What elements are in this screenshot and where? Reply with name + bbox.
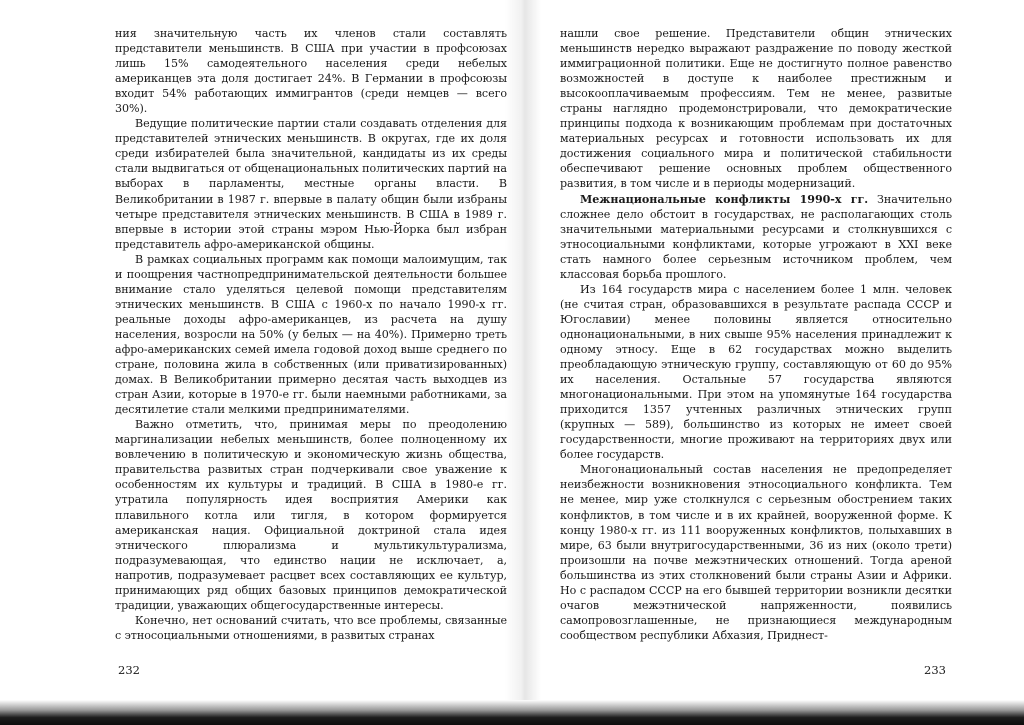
paragraph: Многонациональный состав населения не предопределяет неизбежности возникновения этносоциального конфликта. Тем не менее, мир уже столкнулся с серьезным обострением таких конфликтов, в том числе и в их крайней, вооруженной форме. К концу 1980-х гг. из 111 вооруженных конфликтов, полыхавших в мире, 63 были внутригосударственными, 36 из них (около трети) произошли на почве межэтнических отношений. Тогда ареной большинства из этих столкновений были страны Азии и Африки. Но с распадом СССР на его бывшей территории возникли десятки очагов межэтнической напряженности, появились самопровозглашенные, не признающиеся международным сообществом республики Абхазия, Приднест- bbox=[560, 463, 952, 642]
paragraph: В рамках социальных программ как помощи малоимущим, так и поощрения частнопредпринимательской деятельности большее внимание стало уделяться целевой помощи представителям этнических меньшинств. В США с 1960-х по начало 1990-х гг. реальные доходы афро-американцев, из расчета на душу населения, возросли на 50% (у белых — на 40%). Примерно треть афро-американских семей имела годовой доход выше среднего по стране, половина жила в собственных (или приватизированных) домах. В Великобритании примерно десятая часть выходцев из стран Азии, которые в 1970-е гг. были наемными работниками, за десятилетие стали мелкими предпринимателями. bbox=[115, 252, 507, 417]
section-text: Значительно сложнее дело обстоит в государствах, не располагающих столь значительными материальными ресурсами и столкнувшихся с этносоциальными конфликтами, которые угрожают в XXI веке стать намного более серьезным источником проблем, чем классовая борьба прошлого. bbox=[560, 192, 952, 281]
paragraph: ния значительную часть их членов стали составлять представители меньшинств. В США при участии в профсоюзах лишь 15% самодеятельного населения среди небелых американцев эта доля достигает 24%. В Германии в профсоюзы входит 54% работающих иммигрантов (среди немцев — всего 30%). bbox=[115, 27, 507, 116]
paragraph: Важно отметить, что, принимая меры по преодолению маргинализации небелых меньшинств, более полноценному их вовлечению в политическую и экономическую жизнь общества, правительства развитых стран подчеркивали свое уважение к особенностям их культуры и традиций. В США в 1980-е гг. утратила популярность идея восприятия Америки как плавильного котла или тигля, в котором формируется американская нация. Официальной доктриной стала идея этнического плюрализма и мультикультурализма, подразумевающая, что единство нации не исключает, а, напротив, подразумевает расцвет всех составляющих ее культур, принимающих ряд общих базовых принципов демократической традиции, уважающих общегосударственные интересы. bbox=[115, 418, 507, 612]
paragraph: Конечно, нет оснований считать, что все проблемы, связанные с этносоциальными отношениями, в развитых странах bbox=[115, 613, 507, 642]
paragraph: Из 164 государств мира с населением более 1 млн. человек (не считая стран, образовавшихся в результате распада СССР и Югославии) менее половины является относительно однонациональными, в них свыше 95% населения принадлежит к одному этносу. Еще в 62 государствах можно выделить преобладающую этническую группу, составляющую от 60 до 95% их населения. Остальные 57 государства являются многонациональными. При этом на упомянутые 164 государства приходится 1357 учтенных различных этнических групп (крупных — 589), большинство из которых не имеет своей государственности, многие проживают на территориях двух или более государств. bbox=[560, 282, 952, 462]
right-page bbox=[560, 26, 952, 643]
paragraph: нашли свое решение. Представители общин этнических меньшинств нередко выражают раздражение по поводу жесткой иммиграционной политики. Еще не достигнуто полное равенство возможностей в доступе к наиболее престижным и высокооплачиваемым профессиям. Тем не менее, развитые страны наглядно продемонстрировали, что демократические принципы подхода к возникающим проблемам при достаточных материальных ресурсах и готовности использовать их для достижения социального мира и политической стабильности обеспечивают решение основных проблем общественного развития, в том числе и в периоды модернизаций. bbox=[560, 27, 952, 191]
paragraph: Ведущие политические партии стали создавать отделения для представителей этнических меньшинств. В округах, где их доля среди избирателей была значительной, кандидаты из их среды стали выдвигаться от общенациональных политических партий на выборах в парламенты, местные органы власти. В Великобритании в 1987 г. впервые в палату общин были избраны четыре представителя этнических меньшинств. В США в 1989 г. впервые в истории этой страны мэром Нью-Йорка был избран представитель афро-американской общины. bbox=[115, 117, 507, 251]
scan-bottom-edge bbox=[0, 700, 1024, 725]
left-page bbox=[115, 26, 507, 643]
page-number-right: 233 bbox=[924, 663, 946, 677]
page-number-left: 232 bbox=[118, 663, 140, 677]
section-paragraph bbox=[560, 192, 952, 282]
section-heading: Межнациональные конфликты 1990-х гг. bbox=[580, 192, 869, 206]
book-gutter bbox=[505, 0, 541, 700]
